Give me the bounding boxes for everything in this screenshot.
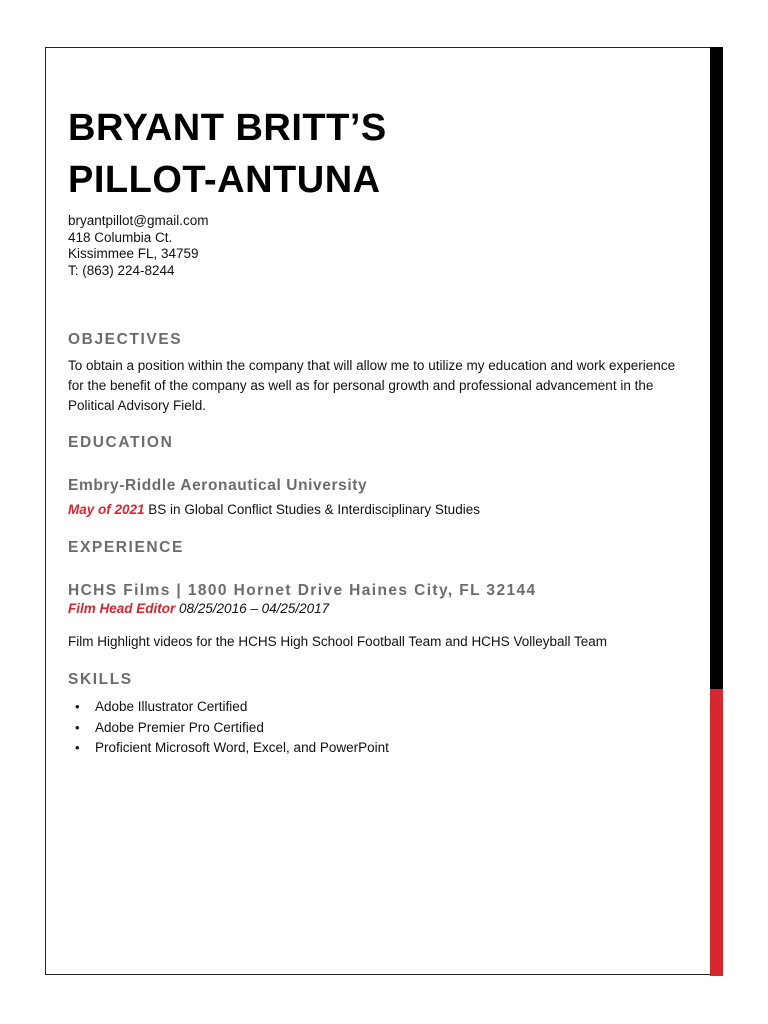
- objectives-line-3: Political Advisory Field.: [68, 398, 207, 413]
- experience-role: Film Head Editor: [68, 601, 176, 616]
- objectives-heading: OBJECTIVES: [68, 331, 183, 348]
- education-degree: BS in Global Conflict Studies & Interdisciplinary Studies: [144, 502, 480, 517]
- education-detail: [68, 500, 708, 520]
- contact-block: [68, 213, 209, 279]
- objectives-line-2: for the benefit of the company as well as for personal growth and professional advancement in the: [68, 378, 654, 393]
- skill-item: • Adobe Premier Pro Certified: [68, 718, 389, 739]
- contact-city: Kissimmee FL, 34759: [68, 246, 199, 261]
- objectives-text: [68, 356, 708, 416]
- skill-item: • Proficient Microsoft Word, Excel, and PowerPoint: [68, 738, 389, 759]
- skill-item: • Adobe Illustrator Certified: [68, 697, 389, 718]
- experience-description: Film Highlight videos for the HCHS High School Football Team and HCHS Volleyball Team: [68, 634, 607, 649]
- side-accent-bar-red: [710, 689, 723, 976]
- experience-dates: 08/25/2016 – 04/25/2017: [175, 601, 330, 616]
- skills-list: [68, 697, 389, 759]
- education-school: Embry-Riddle Aeronautical University: [68, 477, 368, 494]
- objectives-line-1: To obtain a position within the company that will allow me to utilize my education and work experience: [68, 358, 676, 373]
- experience-employer: HCHS Films | 1800 Hornet Drive Haines City, FL 32144: [68, 582, 537, 599]
- education-date: May of 2021: [68, 502, 145, 517]
- experience-heading: EXPERIENCE: [68, 539, 184, 556]
- name-line-2: PILLOT-ANTUNA: [68, 159, 381, 201]
- contact-phone: T: (863) 224-8244: [68, 262, 175, 278]
- skills-heading: SKILLS: [68, 671, 133, 688]
- contact-street: 418 Columbia Ct.: [68, 229, 173, 245]
- education-heading: EDUCATION: [68, 434, 174, 451]
- name-line-1: BRYANT BRITT’S: [68, 107, 387, 149]
- side-accent-bar-black: [710, 47, 723, 689]
- experience-role-line: [68, 599, 708, 619]
- candidate-name: [68, 102, 688, 206]
- contact-email[interactable]: bryantpillot@gmail.com: [68, 213, 209, 228]
